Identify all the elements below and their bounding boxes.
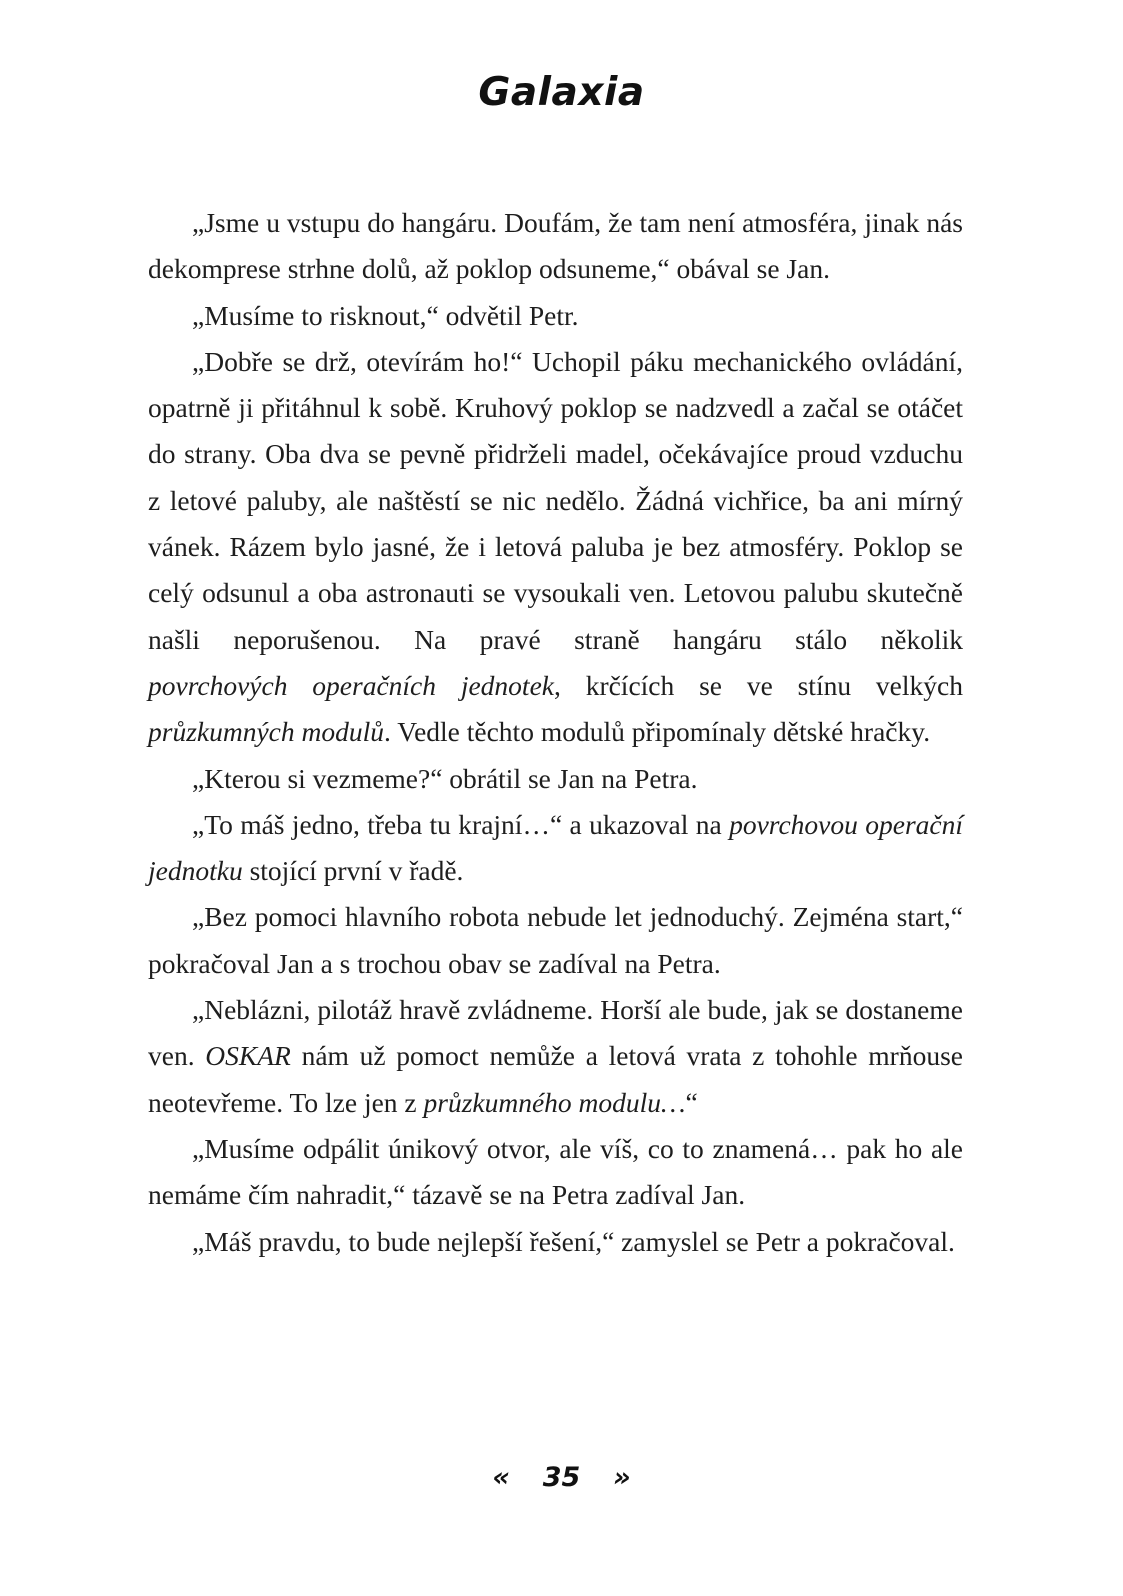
right-guillemet: » bbox=[613, 1462, 631, 1493]
emphasis-text: povrchovou operační jednotku bbox=[148, 808, 963, 887]
body-text bbox=[148, 200, 963, 1265]
paragraph: „Kterou si vezmeme?“ obrátil se Jan na Petra. bbox=[192, 762, 698, 794]
paragraph: „Neblázni, pilotáž hravě zvládneme. Horší ale bude, jak se dostaneme ven. OSKAR nám už pomoct nemůže a letová vrata z tohohle mrňouse neotevřeme. To lze jen z průzkumného modulu…“ bbox=[148, 994, 963, 1118]
page-number: 35 bbox=[542, 1462, 581, 1493]
emphasis-text: průzkumných modulů bbox=[148, 716, 385, 748]
paragraph: „Musíme odpálit únikový otvor, ale víš, co to znamená… pak ho ale nemáme čím nahradit,“ tázavě se na Petra zadíval Jan. bbox=[148, 1132, 963, 1211]
chapter-title: Galaxia bbox=[478, 70, 645, 115]
emphasis-text: OSKAR bbox=[205, 1040, 291, 1072]
paragraph: „Jsme u vstupu do hangáru. Doufám, že tam není atmosféra, jinak nás dekomprese strhne dolů, až poklop odsuneme,“ obával se Jan. bbox=[148, 207, 963, 285]
emphasis-text: povrchových operačních jednotek bbox=[148, 669, 554, 701]
emphasis-text: průzkumného modulu… bbox=[423, 1086, 686, 1118]
page-number-footer bbox=[0, 1462, 1123, 1493]
paragraph: „Bez pomoci hlavního robota nebude let jednoduchý. Zejména start,“ pokračoval Jan a s trochou obav se zadíval na Petra. bbox=[148, 901, 963, 979]
paragraph: „Dobře se drž, otevírám ho!“ Uchopil páku mechanického ovládání, opatrně ji přitáhnul k sobě. Kruhový poklop se nadzvedl a začal se otáčet do strany. Oba dva se pevně přidrželi madel, očekávajíce proud vzduchu z letové paluby, ale naštěstí se nic nedělo. Žádná vichřice, ba ani mírný vánek. Rázem bylo jasné, že i letová paluba je bez atmosféry. Poklop se celý odsunul a oba astronauti se vysoukali ven. Letovou palubu skutečně našli neporušenou. Na pravé straně hangáru stálo několik povrchových operačních jednotek, krčících se ve stínu velkých průzkumných modulů. Vedle těchto modulů připomínaly dětské hračky. bbox=[148, 345, 963, 748]
left-guillemet: « bbox=[492, 1462, 510, 1493]
paragraph: „To máš jedno, třeba tu krajní…“ a ukazoval na povrchovou operační jednotku stojící první v řadě. bbox=[148, 808, 963, 887]
paragraph: „Máš pravdu, to bude nejlepší řešení,“ zamyslel se Petr a pokračoval. bbox=[192, 1225, 955, 1257]
paragraph: „Musíme to risknout,“ odvětil Petr. bbox=[192, 299, 579, 331]
